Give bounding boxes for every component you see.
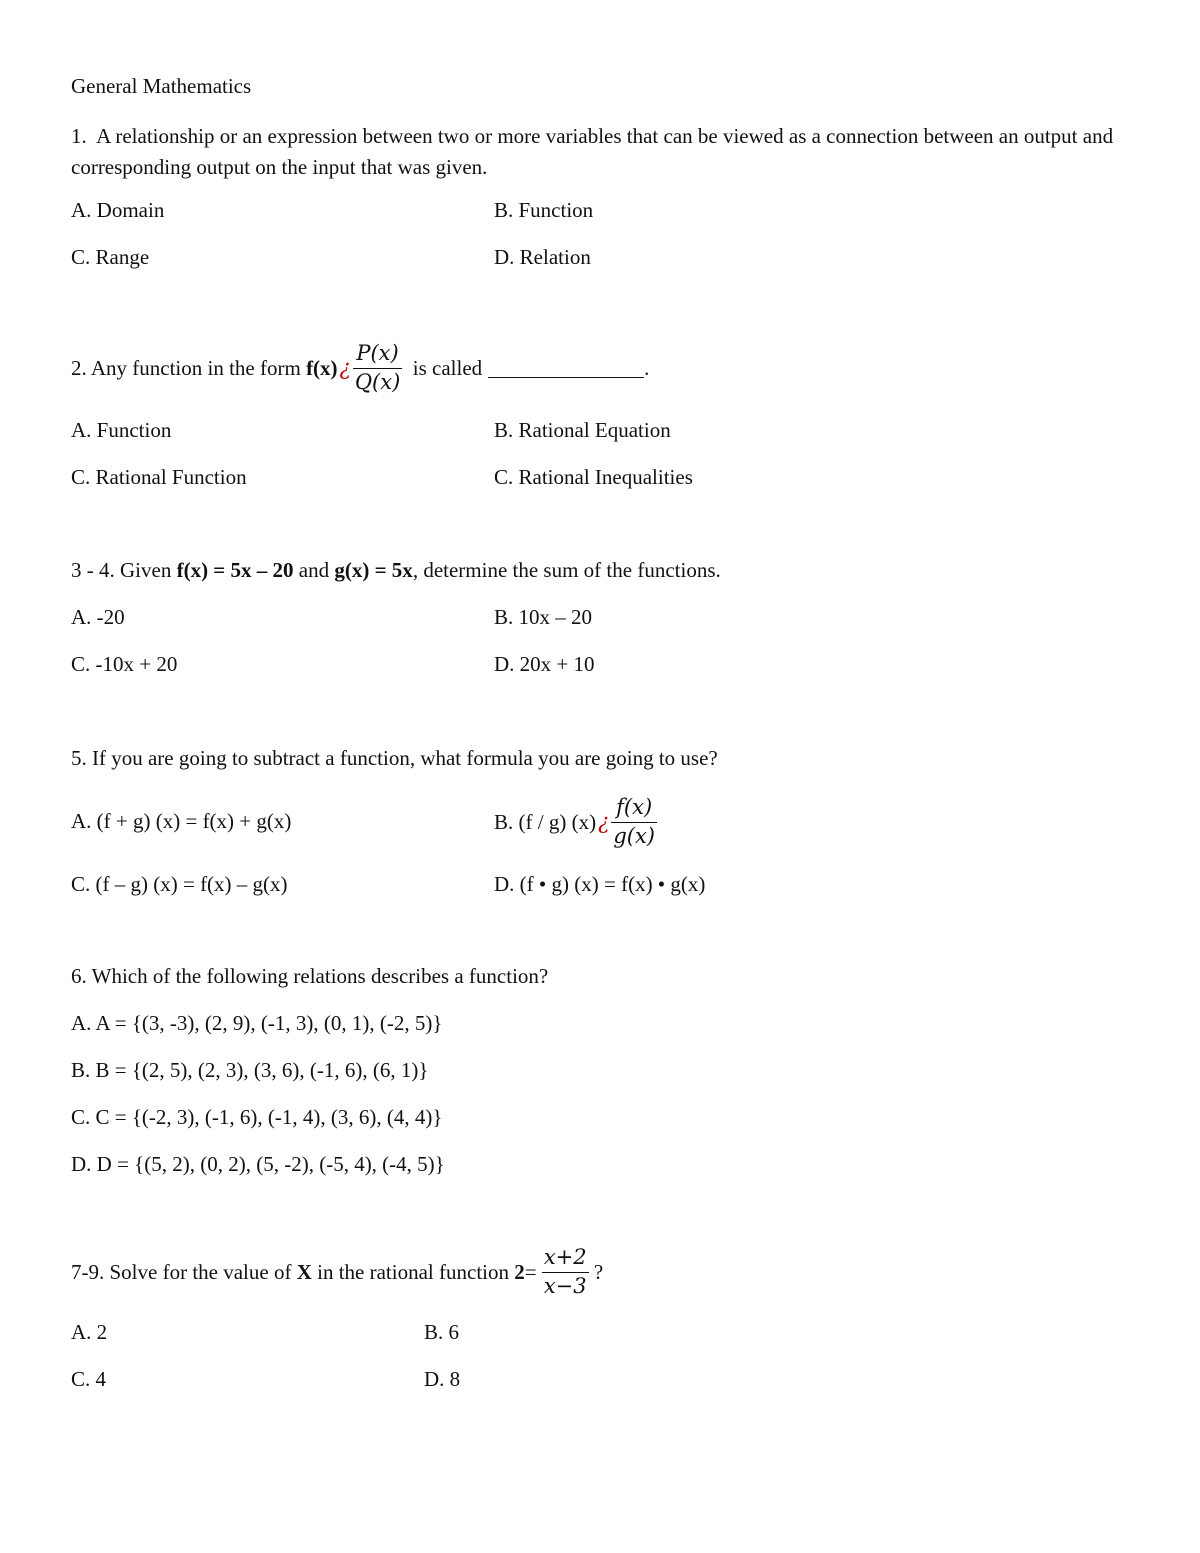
q3-option-a: A. -20: [71, 605, 125, 629]
q1-option-c: C. Range: [71, 245, 150, 269]
q5-option-b: [494, 792, 657, 852]
question-7-lhs: 2: [514, 1259, 525, 1284]
q6-option-a: A. A = {(3, -3), (2, 9), (-1, 3), (0, 1), (-2, 5)}: [71, 1011, 443, 1035]
question-1: [71, 121, 1141, 183]
question-6: 6. Which of the following relations describes a function?: [71, 964, 549, 988]
question-2-end: .: [644, 355, 650, 380]
question-7-variable: X: [296, 1259, 312, 1284]
question-2-fraction: [353, 342, 402, 393]
q1-option-d: D. Relation: [494, 245, 591, 269]
q5-option-d: D. (f • g) (x) = f(x) • g(x): [494, 872, 706, 896]
question-7-equals: =: [524, 1259, 537, 1284]
q5-option-a: A. (f + g) (x) = f(x) + g(x): [71, 809, 292, 833]
q7-option-a: A. 2: [71, 1320, 108, 1344]
q2-option-d: C. Rational Inequalities: [494, 465, 693, 489]
q6-option-c: C. C = {(-2, 3), (-1, 6), (-1, 4), (3, 6), (4, 4)}: [71, 1105, 443, 1129]
question-3-g: g(x) = 5x: [334, 558, 413, 582]
question-3-prefix: 3 - 4. Given: [71, 558, 177, 582]
document-title: General Mathematics: [71, 74, 252, 98]
q7-option-c: C. 4: [71, 1367, 107, 1391]
question-7-prefix: 7-9. Solve for the value of: [71, 1259, 292, 1284]
q5-option-b-prefix: B. (f / g) (x): [494, 809, 597, 834]
q5-option-b-denominator: g(x): [613, 823, 655, 848]
q7-option-d: D. 8: [424, 1367, 461, 1391]
question-3-and: and: [293, 558, 335, 582]
answer-blank: [488, 359, 644, 378]
q2-option-c: C. Rational Function: [71, 465, 247, 489]
question-7-9: [71, 1242, 603, 1302]
question-7-numerator: x+2: [542, 1246, 589, 1272]
q5-option-b-numerator: f(x): [611, 796, 657, 822]
question-3-4: [71, 560, 721, 581]
q5-option-c: C. (f – g) (x) = f(x) – g(x): [71, 872, 288, 896]
question-1-text: A relationship or an expression between two or more variables that can be viewed as a connection between an output and corresponding output on the input that was given.: [71, 124, 1114, 179]
q5-option-b-red-mark: ¿: [598, 809, 610, 834]
question-2-prefix: 2. Any function in the form: [71, 355, 301, 380]
question-7-middle: in the rational function: [317, 1259, 509, 1284]
q5-option-b-fraction: [611, 796, 657, 847]
q3-option-d: D. 20x + 10: [494, 652, 595, 676]
q3-option-b: B. 10x – 20: [494, 605, 593, 629]
question-2: [71, 338, 649, 398]
q2-option-a: A. Function: [71, 418, 172, 442]
question-3-f: f(x) = 5x – 20: [176, 558, 294, 582]
q3-option-c: C. -10x + 20: [71, 652, 178, 676]
q1-option-b: B. Function: [494, 198, 594, 222]
q7-option-b: B. 6: [424, 1320, 460, 1344]
question-3-suffix: , determine the sum of the functions.: [412, 558, 721, 582]
q1-option-a: A. Domain: [71, 198, 165, 222]
q6-option-b: B. B = {(2, 5), (2, 3), (3, 6), (-1, 6), (6, 1)}: [71, 1058, 429, 1082]
question-2-function: f(x): [306, 355, 338, 380]
question-7-denominator: x−3: [543, 1273, 587, 1298]
question-1-number: 1.: [71, 124, 87, 148]
q2-option-b: B. Rational Equation: [494, 418, 671, 442]
question-7-fraction: [542, 1246, 589, 1297]
question-2-red-mark: ¿: [339, 355, 351, 380]
question-7-end: ?: [593, 1259, 604, 1284]
question-2-suffix: is called: [412, 355, 483, 380]
question-5: 5. If you are going to subtract a function, what formula you are going to use?: [71, 746, 718, 770]
question-2-denominator: Q(x): [354, 369, 401, 394]
q6-option-d: D. D = {(5, 2), (0, 2), (5, -2), (-5, 4), (-4, 5)}: [71, 1152, 445, 1176]
question-2-numerator: P(x): [353, 342, 402, 368]
